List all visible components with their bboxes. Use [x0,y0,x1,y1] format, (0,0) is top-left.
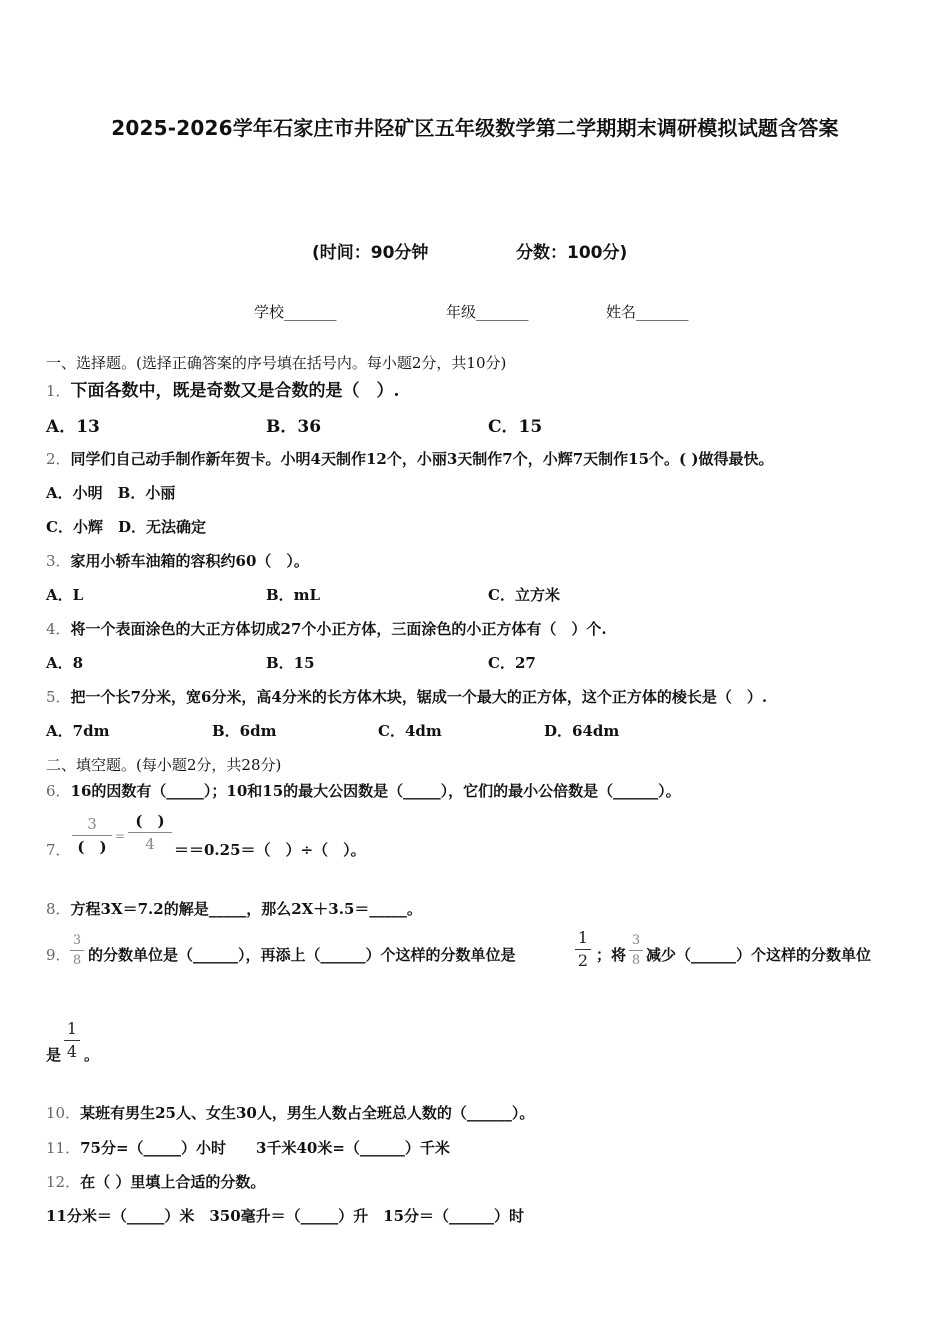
question-number: 4． [46,620,71,638]
fraction-1 [72,815,112,856]
fraction-1-4 [64,1020,80,1061]
fraction-numerator: 3 [72,933,82,948]
question-text: 某班有男生25人、女生30人，男生人数占全班总人数的（______）。 [80,1104,535,1122]
question-9-part5: 。 [84,1046,100,1064]
question-text: 方程3X＝7.2的解是_____，那么2X＋3.5＝_____。 [70,900,422,918]
question-11 [46,1137,450,1158]
option-b: B．6dm [212,722,277,740]
question-text: 75分=（_____）小时 3千米40米=（______）千米 [80,1139,450,1157]
option-a: A．13 [46,417,100,437]
fraction-denominator: 4 [66,1042,78,1061]
option-ab: A．小明 B．小丽 [46,484,176,502]
section-heading-2: 二、填空题。(每小题2分，共28分) [46,756,282,774]
fraction-numerator: 3 [631,933,641,948]
option-c: C．4dm [378,722,442,740]
fraction-2 [128,812,172,853]
score-label: 分数：100分) [516,243,628,263]
question-9-part4: 是 [46,1046,62,1064]
fraction-numerator: 3 [87,815,97,833]
question-number: 11． [46,1139,81,1157]
question-4 [46,618,607,639]
question-6 [46,780,681,801]
option-a: A．L [46,586,84,604]
fraction-denominator: 2 [577,951,589,970]
fraction-numerator: 1 [66,1019,78,1038]
option-c: C．15 [488,417,543,437]
question-9-part1: 的分数单位是（______），再添上（______）个这样的分数单位是 [88,946,516,964]
fraction-1-2 [575,929,591,970]
question-text: 把一个长7分米，宽6分米，高4分米的长方体木块，锯成一个最大的正方体，这个正方体的棱长是（ ）. [70,688,768,706]
question-number: 5． [46,688,71,706]
question-number: 8． [46,900,71,918]
option-cd: C．小辉 D．无法确定 [46,518,206,536]
fraction-denominator: 8 [72,953,82,968]
question-number: 6． [46,782,71,800]
fraction-3-8 [629,933,643,968]
equals-sign: = [115,829,126,843]
question-text: 在（ ）里填上合适的分数。 [80,1173,266,1191]
option-a: A．7dm [46,722,110,740]
question-12-line2: 11分米＝（_____）米 350毫升＝（_____）升 15分＝（______）时 [46,1207,525,1225]
question-text: 将一个表面涂色的大正方体切成27个小正方体，三面涂色的小正方体有（ ）个. [70,620,607,638]
fraction-3-8 [70,933,84,968]
question-1 [46,376,399,401]
question-12 [46,1171,265,1192]
question-7-tail: ＝＝0.25＝（ ）÷（ ）。 [174,841,366,859]
name-field: 姓名_______ [606,303,689,321]
option-b: B．15 [266,654,315,672]
question-number: 10． [46,1104,81,1122]
option-c: C．27 [488,654,536,672]
question-number: 2． [46,450,71,468]
time-label: (时间：90分钟 [312,243,429,263]
question-text: 同学们自己动手制作新年贺卡。小明4天制作12个，小丽3天制作7个，小辉7天制作15个。( )做得最快。 [70,450,774,468]
question-9-part2: ；将 [596,946,627,964]
question-number: 1． [46,382,71,400]
question-number: 3． [46,552,71,570]
fraction-denominator: ( ) [77,838,107,856]
question-3 [46,550,309,571]
option-c: C．立方米 [488,586,560,604]
question-number: 7． [46,841,71,859]
question-5 [46,686,767,707]
option-b: B．36 [266,417,322,437]
fraction-denominator: 4 [145,835,155,853]
fraction-numerator: ( ) [135,812,165,830]
question-10 [46,1102,534,1123]
question-text: 家用小轿车油箱的容积约60（ ）。 [70,552,309,570]
question-text: 下面各数中，既是奇数又是合数的是（ ）. [70,381,400,401]
question-number: 12． [46,1173,81,1191]
page-title: 2025-2026学年石家庄市井陉矿区五年级数学第二学期期末调研模拟试题含答案 [111,116,839,140]
question-9-part3: 减少（______）个这样的分数单位 [646,946,872,964]
question-text: 16的因数有（_____）；10和15的最大公因数是（_____），它们的最小公倍数是（______）。 [70,782,681,800]
option-a: A．8 [46,654,84,672]
question-8 [46,898,422,919]
option-b: B．mL [266,586,321,604]
fraction-denominator: 8 [631,953,641,968]
fraction-numerator: 1 [577,928,589,947]
grade-field: 年级_______ [446,303,529,321]
school-field: 学校_______ [254,303,337,321]
option-d: D．64dm [544,722,620,740]
section-heading-1: 一、选择题。(选择正确答案的序号填在括号内。每小题2分，共10分) [46,354,507,372]
question-2 [46,448,773,469]
question-number: 9． [46,946,71,964]
